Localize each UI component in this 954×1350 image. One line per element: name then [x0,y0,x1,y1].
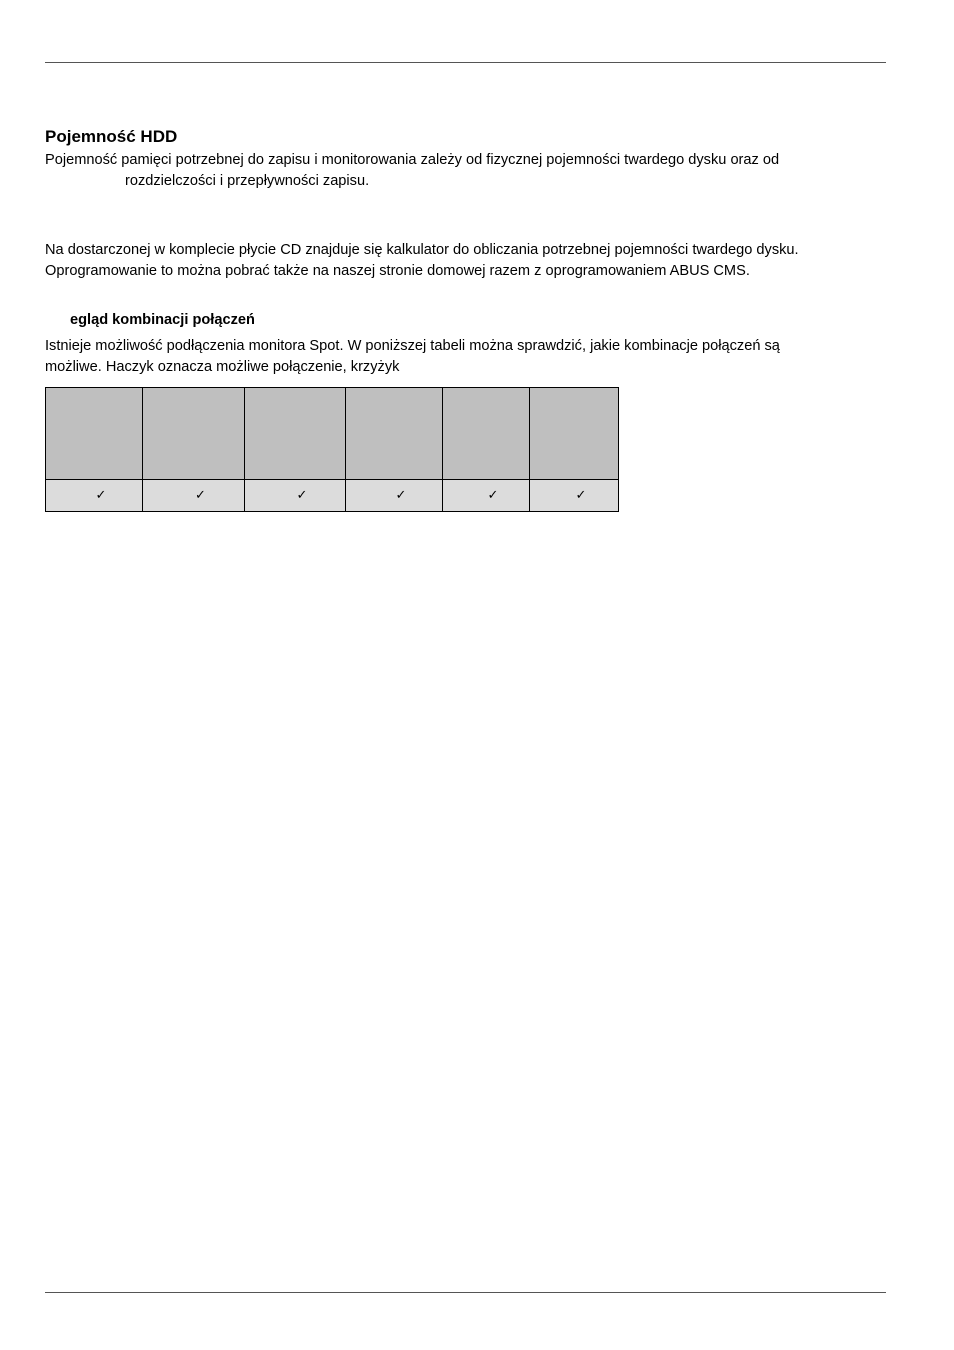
connections-paragraph-line-1: Istnieje możliwość podłączenia monitora Spot. W poniższej tabeli można sprawdzić, jakie kombinacje połączeń są [45,338,780,354]
connection-combination-table [45,387,619,512]
section-title-connections: egląd kombinacji połączeń [70,312,255,328]
check-icon: ✓ [346,480,443,512]
table-header-cell [346,388,443,480]
connections-paragraph-line-2: możliwe. Haczyk oznacza możliwe połączenie, krzyżyk [45,359,400,375]
table-header-cell [443,388,530,480]
table-header-cell [245,388,346,480]
bottom-divider [45,1292,886,1293]
hdd-paragraph-2-line-1: Na dostarczonej w komplecie płycie CD znajduje się kalkulator do obliczania potrzebnej pojemności twardego dysku. [45,242,799,258]
check-icon: ✓ [530,480,619,512]
table-header-cell [530,388,619,480]
check-icon: ✓ [443,480,530,512]
hdd-paragraph-2 [45,240,890,282]
hdd-paragraph-1 [45,150,890,192]
check-icon: ✓ [46,480,143,512]
table-header-row [46,388,619,480]
table-header-cell [46,388,143,480]
hdd-paragraph-1-line-1: Pojemność pamięci potrzebnej do zapisu i monitorowania zależy od fizycznej pojemności twardego dysku oraz od [45,152,780,168]
table-header-cell [143,388,245,480]
top-divider [45,62,886,63]
hdd-paragraph-2-line-2: Oprogramowanie to można pobrać także na naszej stronie domowej razem z oprogramowaniem ABUS CMS. [45,263,750,279]
check-icon: ✓ [245,480,346,512]
connections-paragraph [45,336,890,378]
table-row [46,480,619,512]
check-icon: ✓ [143,480,245,512]
section-title-hdd: Pojemność HDD [45,127,178,146]
hdd-paragraph-1-line-2: rozdzielczości i przepływności zapisu. [125,173,370,189]
